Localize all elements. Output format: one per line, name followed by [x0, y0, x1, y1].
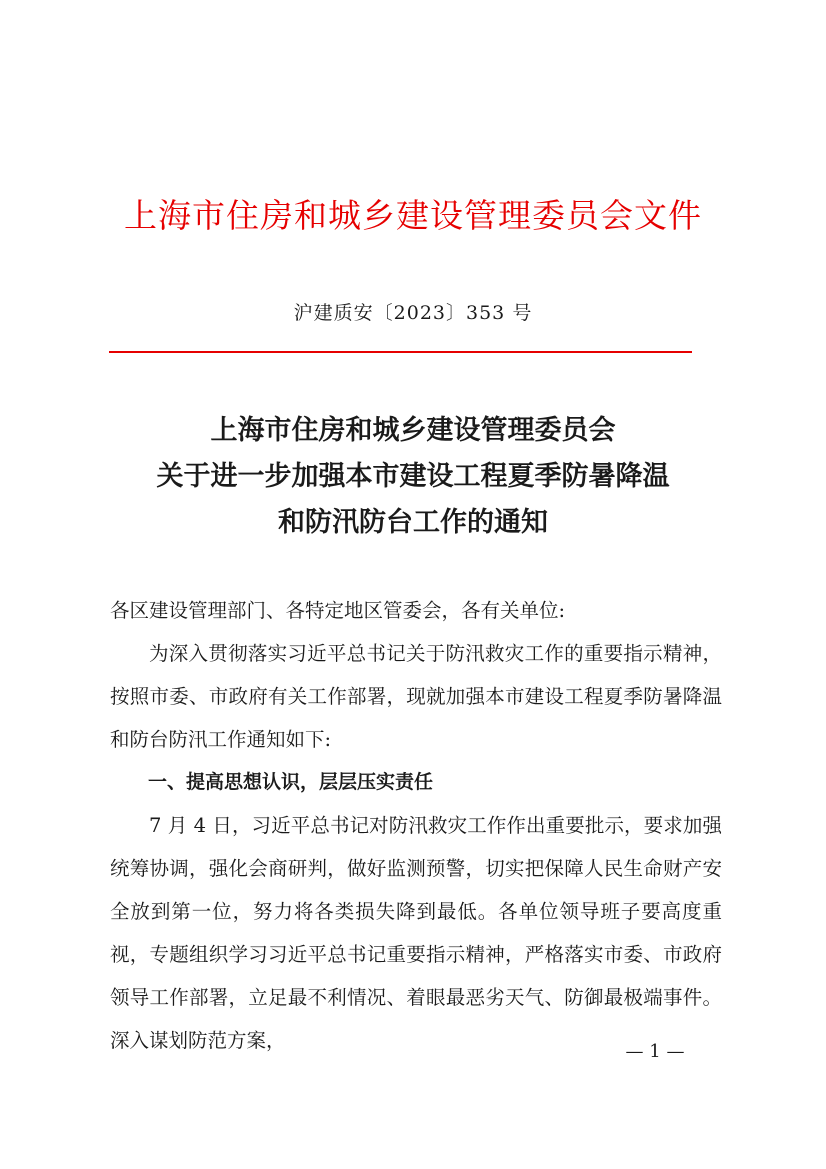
intro-paragraph: 为深入贯彻落实习近平总书记关于防汛救灾工作的重要指示精神，按照市委、市政府有关工作部署，现就加强本市建设工程夏季防暑降温和防台防汛工作通知如下: [110, 642, 722, 751]
document-number: 沪建质安〔2023〕353 号 [293, 302, 533, 324]
notice-title-line-1: 上海市住房和城乡建设管理委员会 [210, 415, 616, 446]
page-number: — 1 — [625, 1041, 685, 1062]
notice-title [0, 408, 826, 546]
section-1-heading: 一、提高思想认识，层层压实责任 [148, 771, 434, 793]
notice-body [110, 589, 722, 1062]
section-1-paragraph: 7 月 4 日，习近平总书记对防汛救灾工作作出重要批示，要求加强统筹协调，强化会商研判，做好监测预警，切实把保障人民生命财产安全放到第一位，努力将各类损失降到最低。各单位领导班子要高度重视，专题组织学习习近平总书记重要指示精神，严格落实市委、市政府领导工作部署，立足最不利情况、着眼最恶劣天气、防御最极端事件。深入谋划防范方案， [110, 814, 722, 1052]
notice-title-line-3: 和防汛防台工作的通知 [278, 507, 548, 538]
issuer-header-title: 上海市住房和城乡建设管理委员会文件 [124, 196, 702, 235]
red-separator-rule [109, 351, 692, 353]
notice-title-line-2: 关于进一步加强本市建设工程夏季防暑降温 [156, 461, 670, 492]
addressee-line: 各区建设管理部门、各特定地区管委会，各有关单位: [110, 599, 566, 622]
